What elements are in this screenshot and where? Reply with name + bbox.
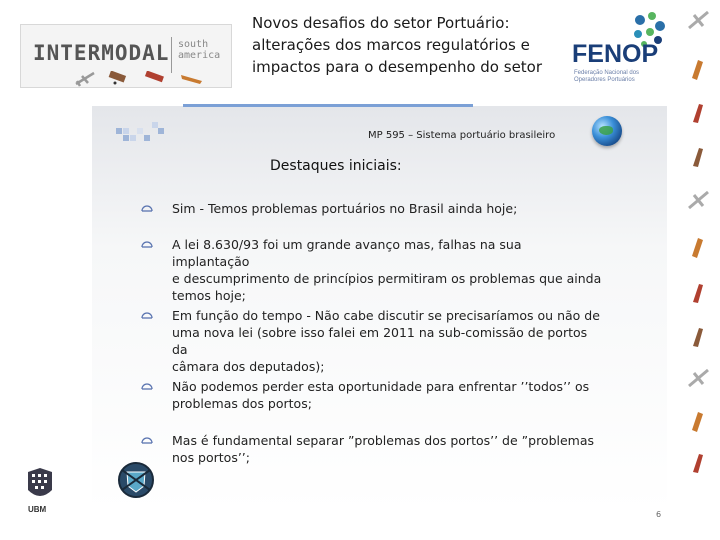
title-line1: Novos desafios do setor Portuário: [252,14,510,32]
ship-icon [686,56,712,80]
airplane-icon [686,8,712,32]
bullet-item [172,378,602,412]
bullet-line: e descumprimento de princípios permitiram os problemas que ainda [172,271,602,286]
ubm-logo-icon [26,468,54,504]
slide-section-title: Destaques iniciais: [270,158,402,174]
truck-icon [108,70,132,92]
globe-icon [592,116,622,146]
title-line2: alterações dos marcos regulatórios e [252,36,530,54]
shield-logo-icon [116,460,156,500]
train-icon [686,280,712,304]
presentation-title [252,12,552,78]
bullet-icon [140,202,154,216]
bullet-line: nos portos’’; [172,450,250,465]
train-icon [686,450,712,474]
ship-icon [686,408,712,432]
bullet-line: Não podemos perder esta oportunidade para enfrentar ’’todos’’ os [172,379,590,394]
bullet-line: Em função do tempo - Não cabe discutir se precisaríamos ou não de [172,308,600,323]
bullet-icon [140,309,154,323]
intermodal-logo-text: INTERMODAL [33,41,170,65]
bullet-line: câmara dos deputados); [172,359,325,374]
airplane-icon [686,188,712,212]
slide-page-number: 6 [656,510,662,519]
ship-icon [180,70,206,92]
truck-icon [686,324,712,348]
bullet-line: problemas dos portos; [172,396,312,411]
bullet-line: Sim - Temos problemas portuários no Brasil ainda hoje; [172,201,518,216]
bullet-line: uma nova lei (sobre isso falei em 2011 na sub-comissão de portos da [172,325,588,357]
fenop-sub-line1: Federação Nacional dos [574,70,640,76]
bullet-item [172,200,602,217]
bullet-icon [140,434,154,448]
bullet-item [172,236,602,304]
bullet-icon [140,238,154,252]
slide-decor-squares-icon [116,122,168,148]
fenop-logo-text: FENOP [572,40,659,68]
intermodal-logo-subtext [178,39,233,61]
transport-icon-strip [676,4,716,484]
airplane-icon [686,366,712,390]
slide-accent-line [183,104,473,107]
bullet-line: A lei 8.630/93 foi um grande avanço mas, falhas na sua implantação [172,237,522,269]
bullet-icon [140,380,154,394]
fenop-subtitle [574,70,644,84]
logo-sub-line2: america [178,50,221,61]
bullet-line: Mas é fundamental separar ”problemas dos portos’’ de ”problemas [172,433,595,448]
ship-icon [686,234,712,258]
bullet-item [172,307,602,375]
train-icon [686,100,712,124]
train-icon [144,70,168,92]
ubm-logo-label: UBM [28,505,47,514]
title-line3: impactos para o desempenho do setor [252,58,543,76]
transport-icons [74,70,206,92]
bullet-line: temos hoje; [172,288,246,303]
truck-icon [686,144,712,168]
airplane-icon [74,70,96,92]
bullet-item [172,432,602,466]
logo-sub-line1: south [178,39,209,50]
slide-header: MP 595 – Sistema portuário brasileiro [368,130,556,141]
logo-divider [171,37,172,73]
fenop-sub-line2: Operadores Portuários [574,77,635,83]
